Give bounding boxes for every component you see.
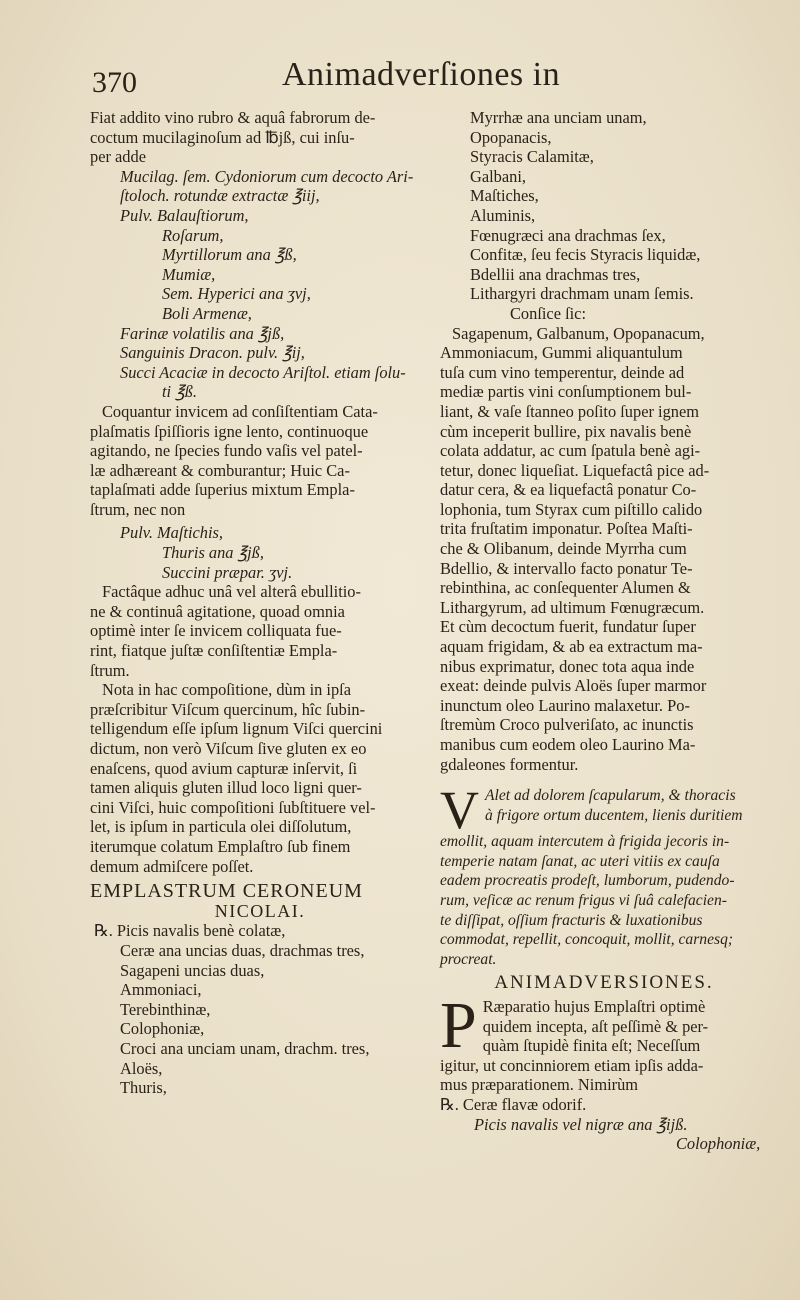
- text-line: rint, fiatque juſtæ conſiſtentiæ Empla-: [90, 641, 338, 661]
- recipe-line: Terebinthinæ,: [120, 999, 211, 1019]
- section-heading: EMPLASTRUM CERONEUM: [90, 880, 363, 903]
- text-line: ſtrum, nec non: [90, 499, 186, 519]
- text-line: quàm ſtupidè finita eſt; Neceſſum: [482, 1036, 701, 1056]
- text-line: mediæ partis vini conſumptionem bul-: [440, 382, 692, 402]
- text-line: let, is ipſum in particula olei diſſolutum,: [90, 817, 352, 837]
- text-line: Bdellio, & intervallo facto ponatur Te-: [440, 558, 693, 578]
- text-line: datur cera, & ea liquefactâ ponatur Co-: [440, 480, 697, 500]
- recipe-line: Sagapeni uncias duas,: [120, 960, 265, 980]
- text-line: trita fruſtatim imponatur. Poſtea Maſti-: [440, 519, 693, 539]
- text-line: Factâque adhuc unâ vel alterâ ebullitio-: [102, 582, 361, 602]
- text-line: temperie natam ſanat, ac uteri vitiis ex cauſa: [440, 852, 720, 870]
- text-line: aquam frigidam, & ab ea extractum ma-: [440, 637, 703, 657]
- recipe-line: Myrtillorum ana ℥ß,: [162, 245, 297, 265]
- recipe-line: Picis navalis vel nigræ ana ℥ijß.: [474, 1114, 688, 1134]
- recipe-line: Roſarum,: [162, 225, 224, 245]
- text-line: rebinthina, ac conſequenter Alumen &: [440, 578, 691, 598]
- text-line: eadem procreatis prodeſt, lumborum, pudendo-: [440, 872, 735, 890]
- recipe-line: Galbani,: [470, 166, 526, 186]
- recipe-line: Sem. Hyperici ana ʒvj,: [162, 284, 311, 304]
- text-line: enaſcens, quod avium capturæ inſervit, ſi: [90, 758, 358, 778]
- text-line: Fiat addito vino rubro & aquâ fabrorum de-: [90, 108, 376, 127]
- text-line: telligendum eſſe ipſum lignum Viſci quercini: [90, 719, 383, 739]
- recipe-line: ℞. Ceræ flavæ odorif.: [440, 1094, 587, 1114]
- text-line: Sagapenum, Galbanum, Opopanacum,: [452, 323, 705, 343]
- running-title: Animadverſiones in: [282, 56, 561, 93]
- text-line: demum admiſcere poſſet.: [90, 856, 254, 876]
- text-line: quidem incepta, aſt peſſimè & per-: [482, 1016, 709, 1036]
- text-line: dictum, non verò Viſcum ſive gluten ex eo: [90, 739, 367, 758]
- text-line: læ adhæreant & comburantur; Huic Ca-: [90, 460, 350, 480]
- text-line: te diſſipat, oſſium fracturis & luxationibus: [440, 911, 703, 929]
- text-line: Lithargyrum, ad ultimum Fœnugræcum.: [440, 597, 705, 617]
- text-line: mus præparationem. Nimirùm: [440, 1075, 639, 1095]
- text-line: lophonia, tum Styrax cum piſtillo calido: [440, 499, 703, 519]
- recipe-line: Opopanacis,: [470, 127, 552, 147]
- text-line: gdaleones formentur.: [440, 754, 579, 774]
- virtues-paragraph: [440, 780, 768, 969]
- text-line: Ammoniacum, Gummi aliquantulum: [440, 343, 683, 363]
- recipe-line: Thuris,: [120, 1078, 167, 1098]
- text-line: ſtrum.: [90, 660, 130, 680]
- text-line: commodat, repellit, concoquit, mollit, carnesq;: [440, 931, 734, 949]
- recipe-line: Myrrhæ ana unciam unam,: [470, 108, 647, 127]
- text-line: tamen aliquis gluten illud loco ligni quer-: [90, 778, 362, 798]
- text-line: plaſmatis ſpiſſioris igne lento, continuoque: [90, 421, 369, 441]
- recipe-line: Pulv. Balauſtiorum,: [120, 205, 249, 225]
- text-line: Nota in hac compoſitione, dùm in ipſa: [102, 680, 351, 700]
- text-line: rum, veſicæ ac renum frigus vi ſuâ calefacien-: [440, 891, 727, 909]
- recipe-line: Mumiæ,: [162, 264, 216, 284]
- text-line: Alet ad dolorem ſcapularum, & thoracis: [485, 787, 736, 805]
- drop-cap: P: [440, 988, 477, 1062]
- text-line: cùm inceperit bullire, pix navalis benè: [440, 421, 692, 441]
- text-line: præſcribitur Viſcum quercinum, hîc ſubin-: [90, 699, 366, 719]
- recipe-line: ti ℥ß.: [162, 382, 197, 402]
- recipe-line: Confitæ, ſeu fecis Styracis liquidæ,: [470, 245, 701, 265]
- text-line: à frigore ortum ducentem, lienis duritiem: [485, 806, 743, 824]
- animadversiones-heading: ANIMADVERSIONES.: [494, 972, 714, 994]
- recipe-line: Styracis Calamitæ,: [470, 147, 594, 167]
- recipe-line: Maſtiches,: [470, 186, 539, 206]
- recipe-line: Lithargyri drachmam unam ſemis.: [470, 284, 694, 304]
- section-subheading: NICOLAI.: [214, 900, 306, 921]
- text-line: emollit, aquam intercutem à frigida jecoris in-: [440, 833, 730, 851]
- text-line: ſtremùm Croco pulveriſato, ac inunctis: [440, 715, 694, 735]
- text-line: optimè inter ſe invicem colliquata fue-: [90, 621, 342, 641]
- recipe-line: Bdellii ana drachmas tres,: [470, 264, 641, 284]
- left-column: [90, 108, 430, 1098]
- page-number: 370: [92, 66, 137, 99]
- recipe-line: Succini præpar. ʒvj.: [162, 562, 293, 582]
- recipe-line: Conſice ſic:: [510, 303, 587, 323]
- text-line: ne & continuâ agitatione, quoad omnia: [90, 601, 345, 621]
- recipe-line: Colophoniæ,: [120, 1019, 205, 1039]
- preparation-paragraph: [440, 988, 768, 1095]
- text-line: taplaſmati adde ſuperius mixtum Empla-: [90, 480, 355, 500]
- text-line: igitur, ut concinniorem etiam ipſis adda-: [440, 1055, 704, 1075]
- recipe-line: Farinæ volatilis ana ℥jß,: [120, 323, 285, 343]
- recipe-line: Mucilag. ſem. Cydoniorum cum decocto Ari-: [120, 166, 414, 186]
- right-column: [440, 108, 768, 1154]
- recipe-line: Croci ana unciam unam, drachm. tres,: [120, 1038, 370, 1058]
- text-line: Et cùm decoctum fuerit, fundatur ſuper: [440, 617, 696, 637]
- text-line: che & Olibanum, deinde Myrrha cum: [440, 539, 687, 559]
- text-line: coctum mucilaginoſum ad ℔jß, cui inſu-: [90, 127, 355, 147]
- recipe-line: Colophoniæ,: [676, 1134, 761, 1154]
- text-line: colata addatur, ac cum ſpatula benè agi-: [440, 441, 701, 461]
- text-line: tuſa cum vino temperentur, deinde ad: [440, 362, 685, 382]
- text-line: per adde: [90, 147, 146, 167]
- recipe-line: Fœnugræci ana drachmas ſex,: [470, 225, 666, 245]
- recipe-line: Boli Armenæ,: [162, 303, 252, 323]
- text-line: manibus cum eodem oleo Laurino Ma-: [440, 735, 696, 754]
- text-line: nibus exprimatur, donec tota aqua inde: [440, 656, 695, 676]
- text-line: procreat.: [440, 950, 497, 968]
- recipe-line: Aloës,: [120, 1058, 163, 1078]
- recipe-line: Sanguinis Dracon. pulv. ℥ij,: [120, 343, 305, 363]
- recipe-line: Succi Acaciæ in decocto Ariſtol. etiam ſolu-: [120, 362, 406, 382]
- recipe-line: ℞. Picis navalis benè colatæ,: [94, 921, 286, 941]
- recipe-line: Pulv. Maſtichis,: [120, 523, 224, 543]
- recipe-line: Ceræ ana uncias duas, drachmas tres,: [120, 940, 365, 960]
- text-line: agitando, ne ſpecies fundo vaſis vel patel-: [90, 441, 363, 461]
- drop-cap: V: [440, 780, 479, 841]
- text-line: exeat: deinde pulvis Aloës ſuper marmor: [440, 676, 707, 696]
- recipe-line: ſtoloch. rotundæ extractæ ℥iij,: [120, 186, 320, 206]
- text-line: Ræparatio hujus Emplaſtri optimè: [482, 996, 706, 1016]
- text-line: cini Viſci, huic compoſitioni ſubſtituere vel-: [90, 797, 376, 817]
- text-line: Coquantur invicem ad conſiſtentiam Cata-: [102, 401, 378, 421]
- recipe-line: Ammoniaci,: [120, 980, 202, 1000]
- recipe-line: Aluminis,: [470, 205, 536, 225]
- text-line: liant, & vaſe ſtanneo poſito ſuper ignem: [440, 401, 700, 421]
- text-line: tetur, donec liqueſiat. Liquefactâ pice ad-: [440, 460, 710, 480]
- text-line: iterumque colatum Emplaſtro ſub finem: [90, 836, 351, 856]
- text-line: inunctum oleo Laurino malaxetur. Po-: [440, 695, 690, 715]
- recipe-line: Thuris ana ℥jß,: [162, 543, 264, 563]
